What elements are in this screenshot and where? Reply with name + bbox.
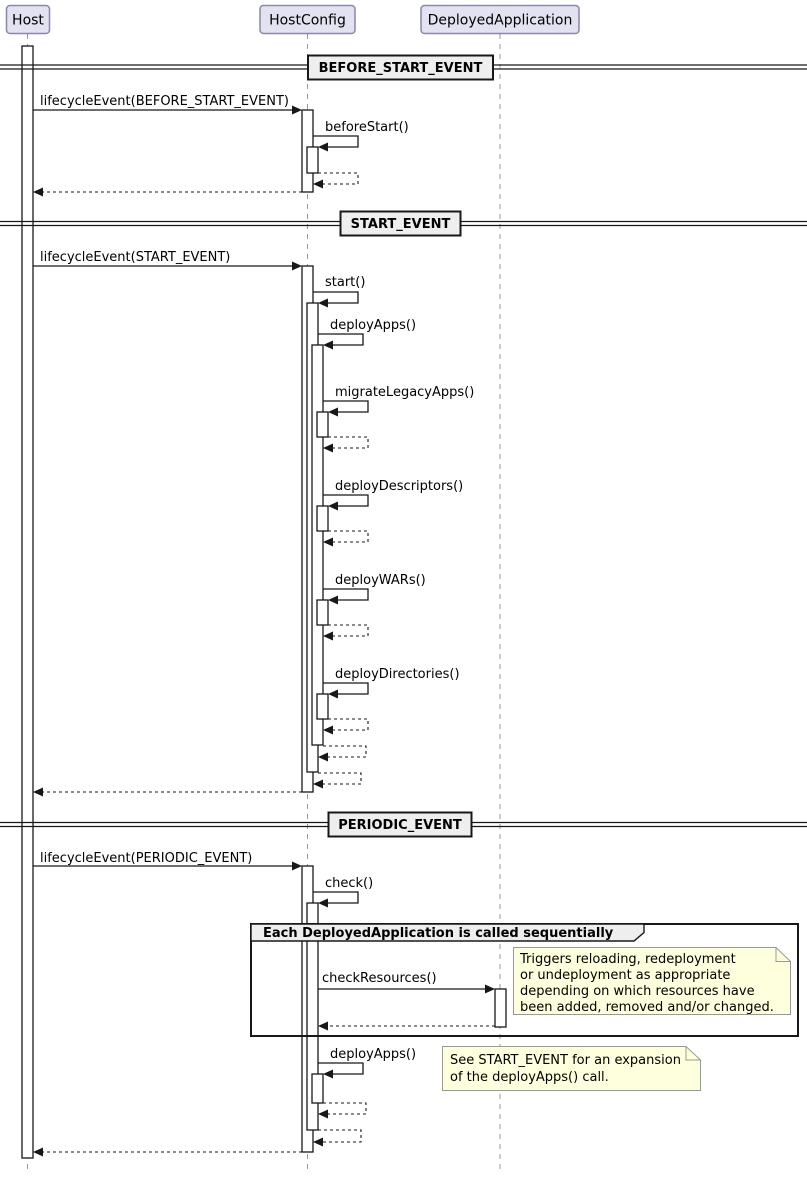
activation-nested [317,694,328,719]
activation-nested [312,1074,323,1103]
note-check-resources [514,948,791,1016]
message-label-deployapps: deployApps() [330,318,417,333]
note-line: See START_EVENT for an expansion [450,1053,681,1068]
participant-label-host: Host [12,12,44,29]
message-label-checkresources: checkResources() [322,971,437,986]
message-label-deployapps-periodic: deployApps() [330,1047,417,1062]
divider-label: BEFORE_START_EVENT [318,61,483,76]
note-line: of the deployApps() call. [450,1070,609,1085]
activation-nested [312,345,323,745]
activation-nested [307,147,318,173]
note-line: Triggers reloading, redeployment [520,952,736,967]
participant-label-deployedapplication: DeployedApplication [427,12,573,29]
note-line: or undeployment as appropriate [520,968,731,983]
message-label-lifecycle-before-start: lifecycleEvent(BEFORE_START_EVENT) [40,94,289,109]
message-label-migratelegacyapps: migrateLegacyApps() [335,385,475,400]
message-label-deploydirectories: deployDirectories() [335,667,460,682]
note-line: been added, removed and/or changed. [520,1000,774,1015]
activation-nested [317,600,328,625]
message-label-lifecycle-start: lifecycleEvent(START_EVENT) [40,250,231,265]
message-label-deploywars: deployWARs() [335,573,426,588]
message-label-beforestart: beforeStart() [325,120,409,135]
activation-nested [317,506,328,531]
message-label-start: start() [325,275,366,290]
activation-nested [317,412,328,437]
note-deployapps [443,1047,701,1091]
note-line: depending on which resources have [520,984,755,999]
activation-deployedapplication [495,989,506,1027]
participant-label-hostconfig: HostConfig [269,12,346,29]
divider-label: PERIODIC_EVENT [338,818,462,833]
activation-host [22,46,33,1158]
message-label-check: check() [325,876,374,891]
message-label-deploydescriptors: deployDescriptors() [335,479,464,494]
message-label-lifecycle-periodic: lifecycleEvent(PERIODIC_EVENT) [40,851,253,866]
group-label: Each DeployedApplication is called sequentially [263,926,614,941]
divider-label: START_EVENT [350,217,451,232]
